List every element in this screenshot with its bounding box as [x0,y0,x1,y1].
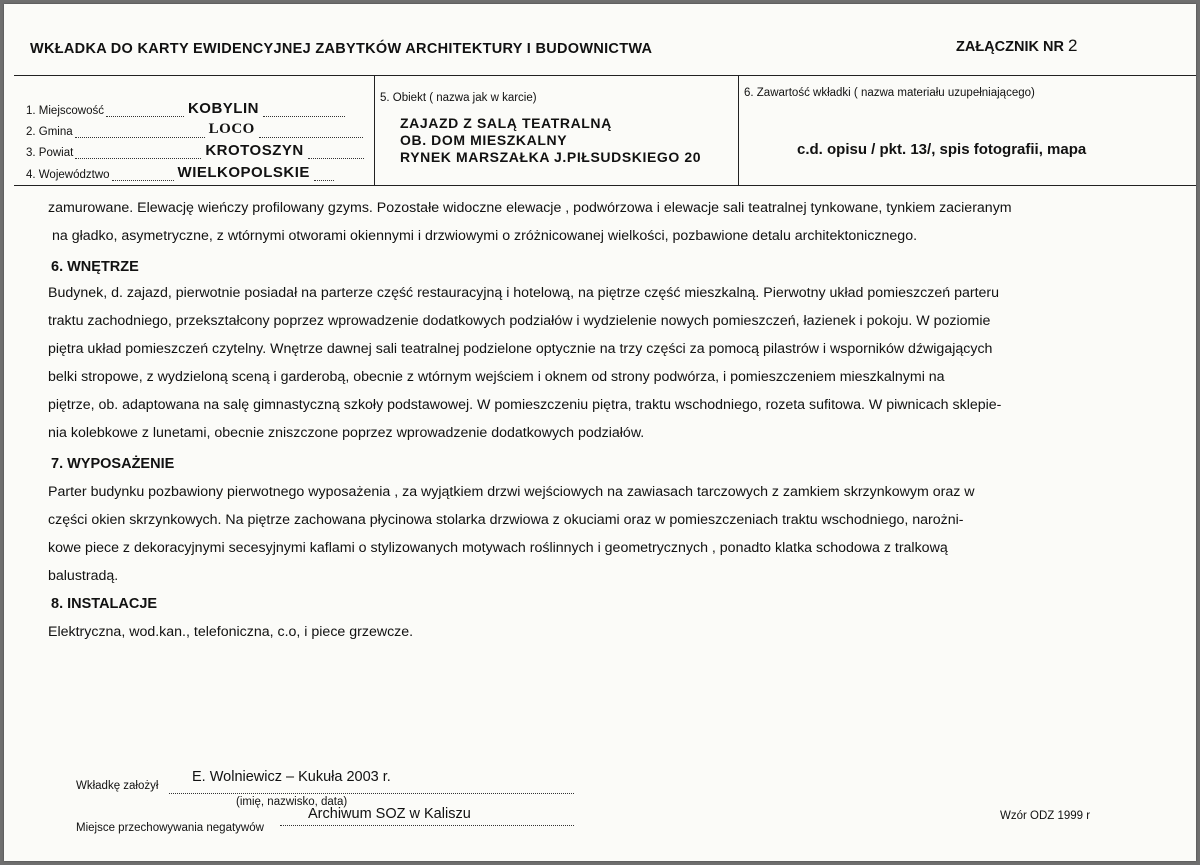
text-line: balustradą. [48,568,119,584]
wojewodztwo-value: WIELKOPOLSKIE [177,164,310,181]
powiat-label: 3. Powiat [26,147,74,159]
insert-content-label: 6. Zawartość wkładki ( nazwa materiału uzupełniającego) [744,87,1035,99]
wojewodztwo-label: 4. Województwo [26,169,110,181]
insert-content-value: c.d. opisu / pkt. 13/, spis fotografii, mapa [797,141,1087,158]
header-table-divider-2 [738,75,739,185]
intro-paragraph [48,194,1168,250]
text-line: na gładko, asymetryczne, z wtórnymi otworami okiennymi i drzwiowymi o zróżnicowanej wielkości, pozbawione detalu architektonicznego. [52,228,918,244]
created-by-value: E. Wolniewicz – Kukuła 2003 r. [192,769,391,785]
header-table-bottom-border [14,185,1196,186]
miejscowosc-label: 1. Miejscowość [26,105,104,117]
created-by-hint: (imię, nazwisko, data) [236,796,348,808]
negatives-location-label: Miejsce przechowywania negatywów [76,822,264,834]
text-line: części okien skrzynkowych. Na piętrze zachowana płycinowa stolarka drzwiowa z okuciami oraz w pomieszczeniach traktu wschodniego, narożni- [48,512,964,528]
attachment-label: ZAŁĄCZNIK NR [956,39,1064,55]
field-miejscowosc [26,100,347,117]
created-by-label: Wkładkę założył [76,780,159,792]
object-name-line: ZAJAZD Z SALĄ TEATRALNĄ [400,115,612,131]
document-title: WKŁADKA DO KARTY EWIDENCYJNEJ ZABYTKÓW ARCHITEKTURY I BUDOWNICTWA [30,41,653,57]
gmina-value: LOCO [208,121,255,137]
header-table-top-border [14,75,1196,76]
section-7-heading: 7. WYPOSAŻENIE [51,456,175,472]
text-line: Parter budynku pozbawiony pierwotnego wyposażenia , za wyjątkiem drzwi wejściowych na zawiasach tarczowych z zamkiem skrzynkowym oraz w [48,484,975,500]
object-label: 5. Obiekt ( nazwa jak w karcie) [380,92,537,104]
miejscowosc-value: KOBYLIN [187,100,259,117]
attachment-number-value: 2 [1067,36,1078,55]
section-6-heading: 6. WNĘTRZE [51,259,139,275]
header-table-divider-1 [374,75,375,185]
text-line: piętra układ pomieszczeń czytelny. Wnętrze dawnej sali teatralnej podzielone optycznie na trzy części za pomocą pilastrów i wsporników dźwigających [48,341,993,357]
record-card-insert [4,4,1196,861]
object-name-line: RYNEK MARSZAŁKA J.PIŁSUDSKIEGO 20 [400,149,702,165]
section-8-paragraph [48,618,1168,646]
text-line: traktu zachodniego, przekształcony poprzez wprowadzenie dodatkowych podziałów i wydzielenie nowych pomieszczeń, łazienek i pokoju. W poziomie [48,313,991,329]
text-line: piętrze, ob. adaptowana na salę gimnastyczną szkoły podstawowej. W pomieszczeniu piętra, traktu wschodniego, rozeta sufitowa. W piwnicach sklepie- [48,397,1002,413]
negatives-location-value: Archiwum SOZ w Kaliszu [308,806,471,822]
negatives-dotted-line [280,824,574,826]
section-6-paragraph [48,279,1168,447]
text-line: kowe piece z dekoracyjnymi secesyjnymi kaflami o stylizowanych motywach roślinnych i geometrycznych , ponadto klatka schodowa z tralkową [48,540,948,556]
form-pattern-label: Wzór ODZ 1999 r [1000,810,1091,822]
text-line: nia kolebkowe z lunetami, obecnie zniszczone poprzez wprowadzenie dodatkowych podziałów. [48,425,645,441]
created-by-dotted-line [169,792,574,794]
attachment-number [956,36,1077,56]
object-name-line: OB. DOM MIESZKALNY [400,132,568,148]
field-powiat [26,142,366,159]
section-7-paragraph [48,478,1168,590]
field-gmina [26,121,365,138]
field-wojewodztwo [26,164,336,181]
text-line: Budynek, d. zajazd, pierwotnie posiadał na parterze część restauracyjną i hotelową, na piętrze część mieszkalną. Pierwotny układ pomieszczeń parteru [48,285,1000,301]
text-line: belki stropowe, z wydzieloną sceną i garderobą, obecnie z wtórnym wejściem i oknem od strony podwórza, i pomieszczeniem mieszkalnymi na [48,369,945,385]
object-name-block [400,115,701,166]
powiat-value: KROTOSZYN [205,142,304,159]
section-8-heading: 8. INSTALACJE [51,596,158,612]
gmina-label: 2. Gmina [26,126,73,138]
text-line: zamurowane. Elewację wieńczy profilowany gzyms. Pozostałe widoczne elewacje , podwórzowa i elewacje sali teatralnej tynkowane, tynkiem zacieranym [48,200,1012,216]
text-line: Elektryczna, wod.kan., telefoniczna, c.o, i piece grzewcze. [48,624,414,640]
